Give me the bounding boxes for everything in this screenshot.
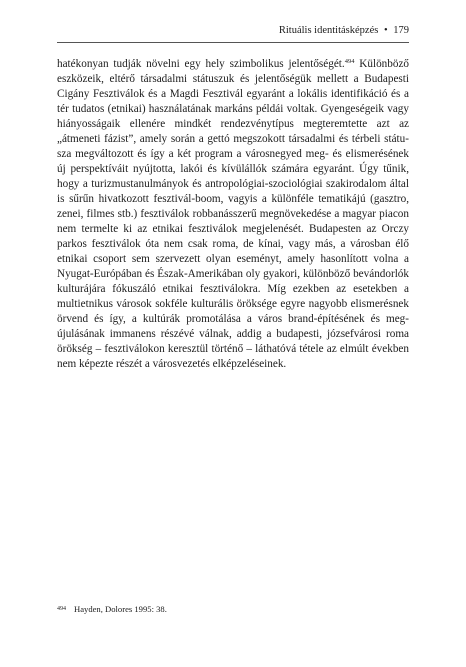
footnote-text: Hayden, Dolores 1995: 38. <box>74 604 167 614</box>
running-header <box>57 24 409 37</box>
footnote-reference[interactable]: 494 <box>344 58 355 65</box>
body-text-rest: Különböző eszközeik, eltérő társadalmi státuszuk és jelentőségük mellett a Budapesti Cigány Fesztiválok és a Magdi Fesztivál egyaránt a lokális identifikáció és a tér tudatos (etnikai) használatának markáns példái voltak. Gyengeségeik vagy hiányosságaik ellenére mindkét rendezvénytípus megteremtette azt az „átmeneti fázist”, amely során a gettó megszokott társadalmi és térbeli státusza megváltozott és így a két program a városnegyed meg- és elismerésének új perspektíváit nyújtotta, lakói és kívülállók számára egyaránt. Úgy tűnik, hogy a turizmustanulmányok és antropológiai-szociológiai szakirodalom által is sűrűn hivatkozott fesztivál-boom, vagyis a különféle tematikájú (gasztro, zenei, filmes stb.) fesztiválok robbanásszerű megnövekedése a magyar piacon nem termelte ki az etnikai fesztiválok megjelenését. Budapesten az Orczy parkos fesztiválok óta nem csak roma, de kínai, vagy más, a városban élő etnikai csoport sem szervezett olyan eseményt, amely hasonlított volna a Nyugat-Európában és Észak-Amerikában oly gyakori, különböző bevándorlók kulturájára fókuszáló etnikai fesztiválokra. Míg ezekben az esetekben a multietnikus városok sokféle kulturális öröksége egyre nagyobb elismerésnek örvend és így, a kultúrák promotálása a város brand-építésének és megújulásának immanens részévé válnak, addig a budapesti, józsefvárosi roma örökség – fesztiválokon keresztül történő – láthatóvá tétele az elmúlt években nem képezte részét a városvezetés elképzeléseinek. <box>57 58 410 370</box>
header-rule <box>57 42 409 43</box>
footnote-number: 494 <box>57 606 66 612</box>
body-paragraph <box>57 57 409 372</box>
footnote <box>57 604 409 615</box>
running-title: Rituális identitásképzés <box>278 25 379 36</box>
body-text-start: hatékonyan tudják növelni egy hely szimbolikus jelentőségét. <box>57 58 345 70</box>
page-number: 179 <box>393 25 409 36</box>
header-separator: • <box>383 25 388 36</box>
